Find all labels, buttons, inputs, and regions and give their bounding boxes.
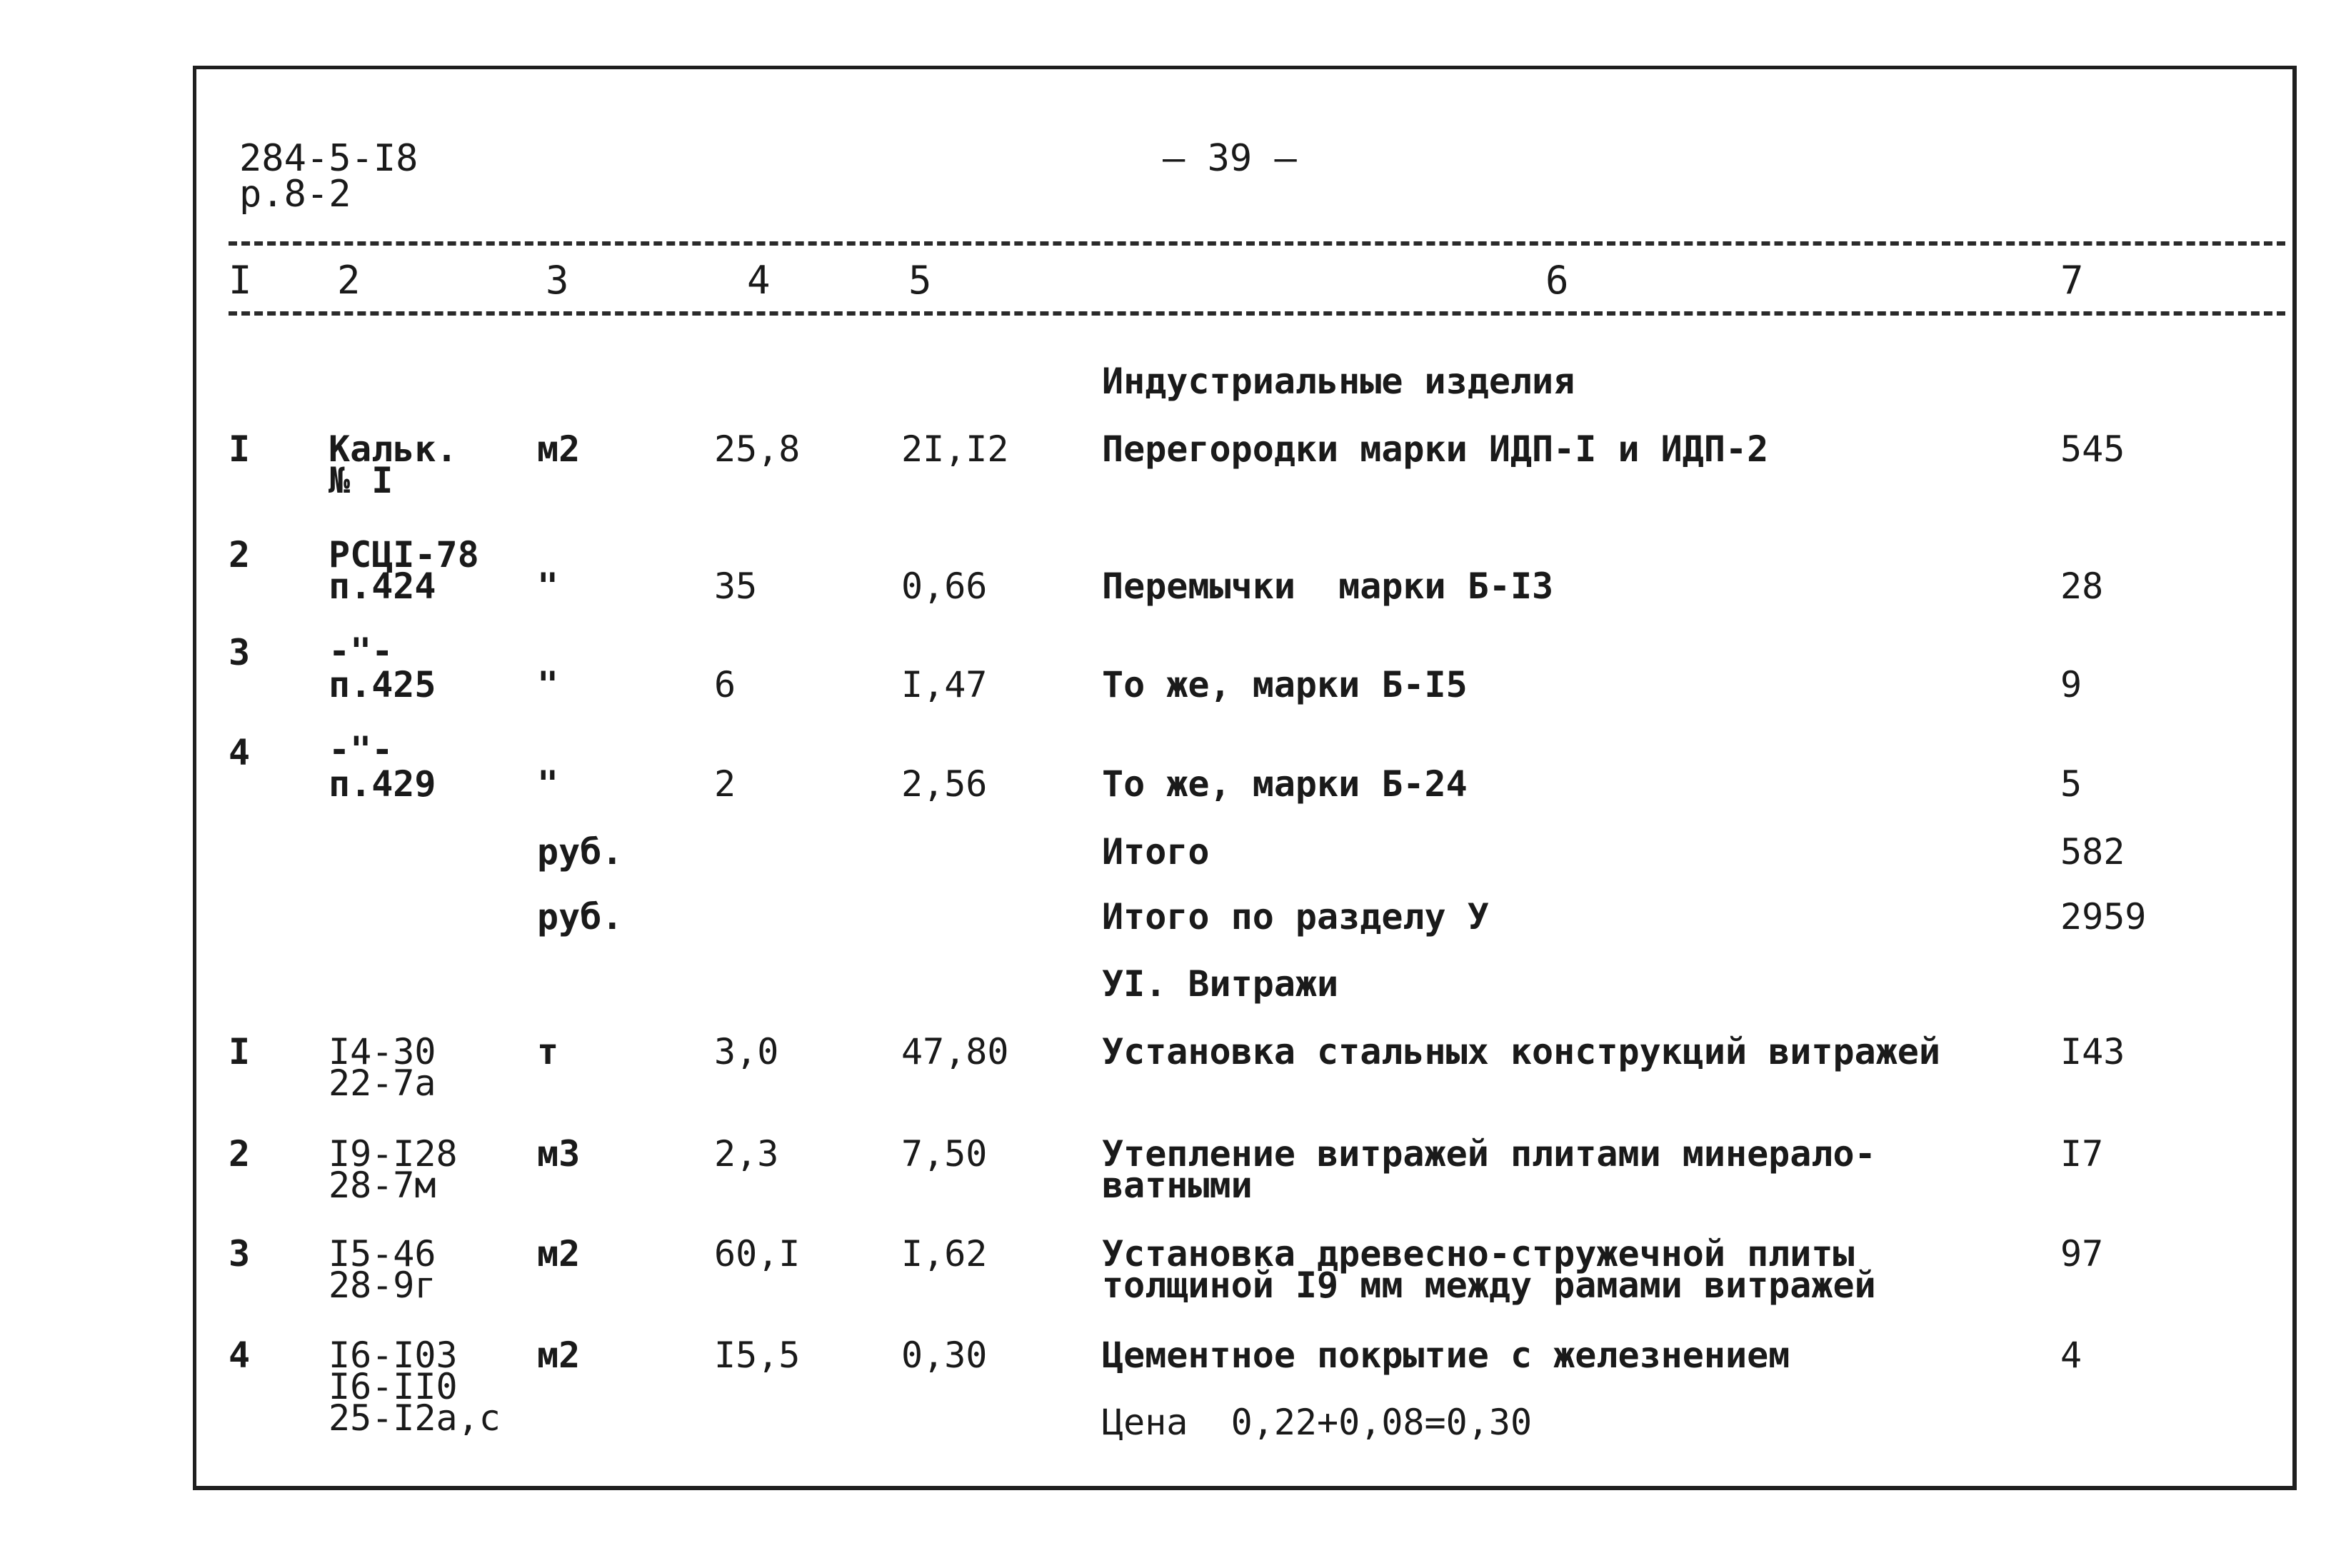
row-reference: Кальк. [329,428,458,470]
row-reference: 25-I2а,с [329,1397,501,1439]
row-number: I [229,428,251,470]
row-description: Установка стальных конструкций витражей [1102,1031,1940,1072]
row-reference: № I [329,460,393,501]
section-title-vitrazhi: УI. Витражи [1102,963,1339,1005]
header-bottom-rule [229,311,2285,316]
row-total: 545 [2060,428,2125,470]
column-header-1: I [229,258,252,303]
row-description: То же, марки Б-24 [1102,763,1468,805]
row-price: 0,66 [901,566,988,607]
row-price: I,47 [901,664,988,705]
row-unit: " [537,566,559,607]
row-number: 2 [229,534,251,576]
row-description: Перемычки марки Б-I3 [1102,566,1554,607]
row-reference: п.429 [329,763,436,805]
page-number: — 39 — [1163,137,1297,180]
row-total: 9 [2060,664,2082,705]
row-reference: РСЦI-78 [329,534,479,576]
row-description: толщиной I9 мм между рамами витражей [1102,1265,1876,1306]
row-unit: т [537,1031,559,1072]
subtotal-label: Итого по разделу У [1102,896,1489,938]
row-unit: " [537,763,559,805]
row-quantity: 2 [714,763,736,805]
row-number: 4 [229,732,251,773]
row-number: 3 [229,1233,251,1275]
column-header-7: 7 [2060,258,2084,303]
row-unit: м3 [537,1133,581,1175]
row-description: Цементное покрытие с железнением [1102,1335,1790,1376]
document-code: 284-5-I8 [239,137,418,180]
header-top-rule [229,241,2285,246]
row-quantity: I5,5 [714,1335,801,1376]
row-price: 7,50 [901,1133,988,1175]
row-total: 4 [2060,1335,2082,1376]
row-reference: I6-II0 [329,1366,458,1407]
row-quantity: 2,3 [714,1133,779,1175]
column-header-2: 2 [337,258,361,303]
subtotal-label: Итого [1102,831,1210,873]
row-total: 28 [2060,566,2104,607]
row-quantity: 25,8 [714,428,801,470]
price-note: Цена 0,22+0,08=0,30 [1102,1402,1533,1443]
row-description: То же, марки Б-I5 [1102,664,1468,705]
row-total: I43 [2060,1031,2125,1072]
row-reference: 28-7м [329,1165,436,1206]
row-quantity: 60,I [714,1233,801,1275]
subtotal-total: 2959 [2060,896,2147,938]
row-number: 2 [229,1133,251,1175]
column-header-4: 4 [747,258,771,303]
row-number: I [229,1031,251,1072]
row-reference: -"- [329,729,393,770]
row-description: Перегородки марки ИДП-I и ИДП-2 [1102,428,1769,470]
section-title-industrial: Индустриальные изделия [1102,361,1575,402]
row-unit: м2 [537,1335,581,1376]
row-price: 47,80 [901,1031,1009,1072]
subtotal-total: 582 [2060,831,2125,873]
row-price: 2I,I2 [901,428,1009,470]
subtotal-unit: руб. [537,831,623,873]
row-description: Утепление витражей плитами минерало- [1102,1133,1876,1175]
row-reference: 22-7а [329,1062,436,1104]
row-total: I7 [2060,1133,2104,1175]
column-header-5: 5 [908,258,932,303]
row-quantity: 3,0 [714,1031,779,1072]
row-total: 97 [2060,1233,2104,1275]
row-reference: п.424 [329,566,436,607]
row-reference: -"- [329,630,393,672]
row-price: 0,30 [901,1335,988,1376]
row-reference: I5-46 [329,1233,436,1275]
row-reference: I9-I28 [329,1133,458,1175]
row-reference: 28-9г [329,1265,436,1306]
row-unit: " [537,664,559,705]
row-total: 5 [2060,763,2082,805]
row-quantity: 6 [714,664,736,705]
column-header-3: 3 [546,258,569,303]
row-price: 2,56 [901,763,988,805]
row-price: I,62 [901,1233,988,1275]
row-description: Установка древесно-стружечной плиты [1102,1233,1855,1275]
column-header-6: 6 [1545,258,1569,303]
row-quantity: 35 [714,566,758,607]
document-section: р.8-2 [239,173,351,216]
row-unit: м2 [537,1233,581,1275]
row-reference: п.425 [329,664,436,705]
row-unit: м2 [537,428,581,470]
subtotal-unit: руб. [537,896,623,938]
row-description: ватными [1102,1165,1253,1206]
row-number: 3 [229,632,251,673]
row-reference: I4-30 [329,1031,436,1072]
row-reference: I6-I03 [329,1335,458,1376]
row-number: 4 [229,1335,251,1376]
